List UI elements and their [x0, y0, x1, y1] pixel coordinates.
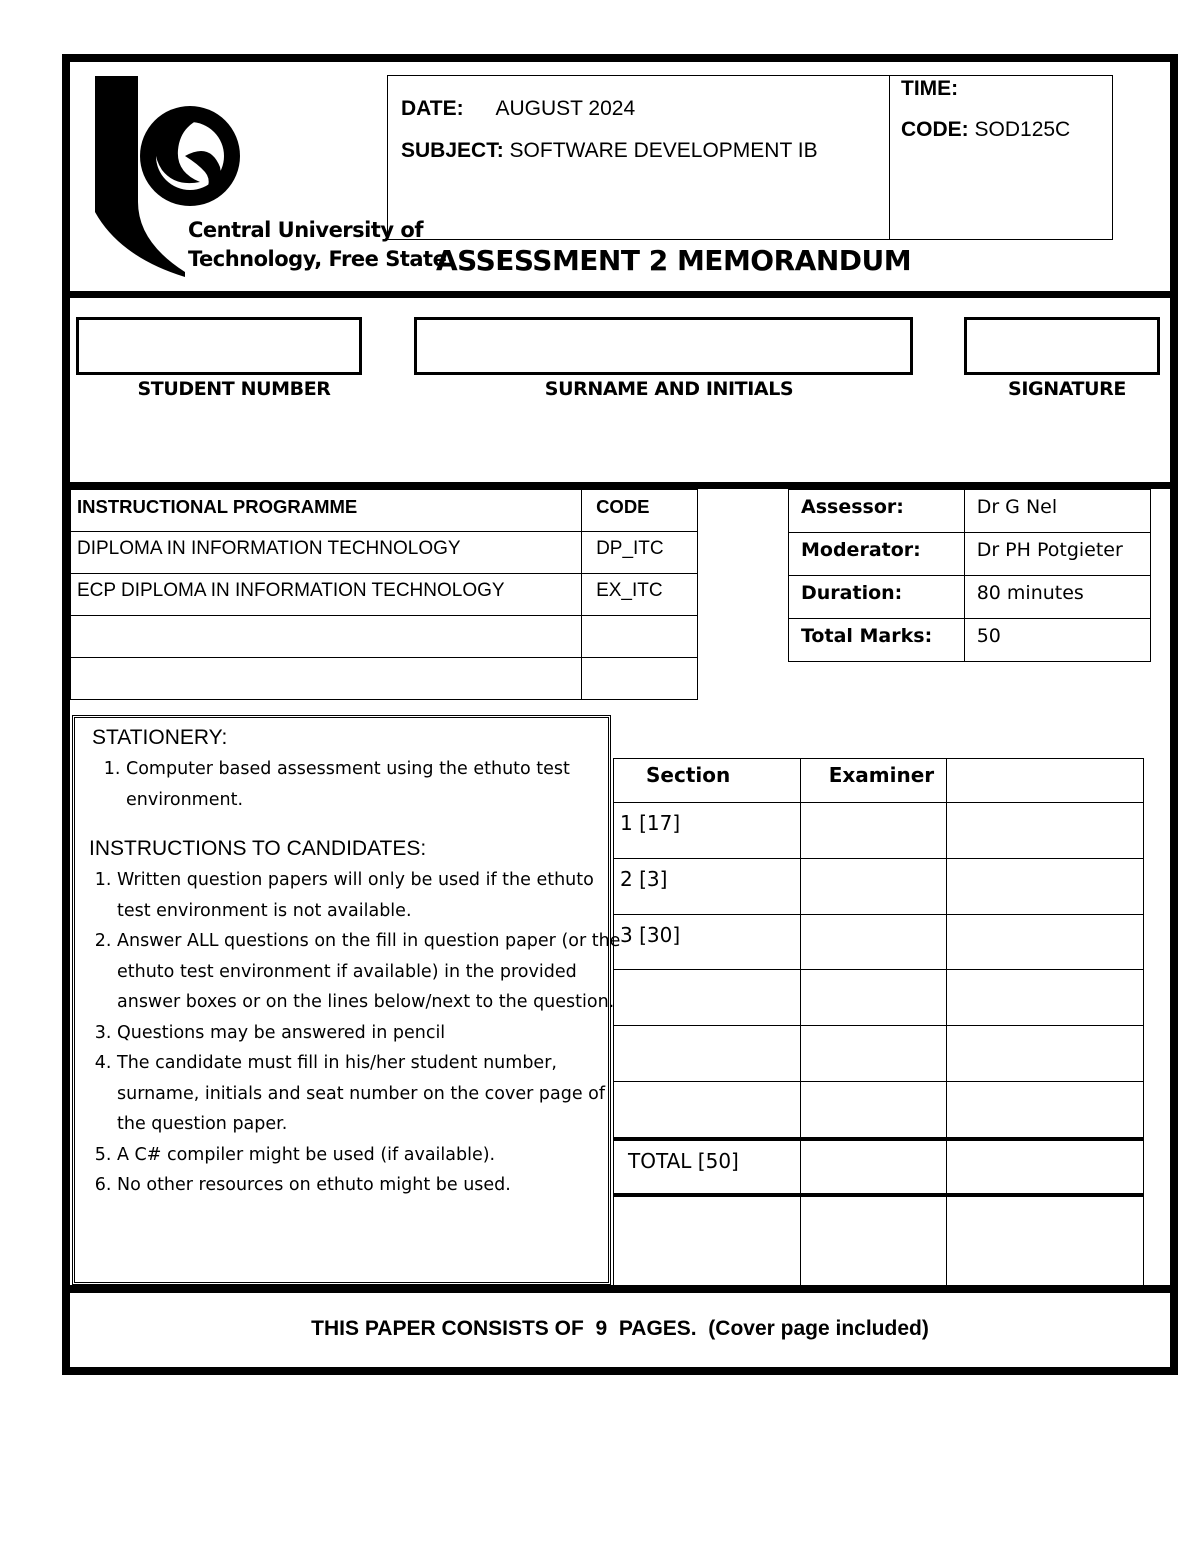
table-row: [71, 490, 698, 532]
code-line: [901, 118, 1070, 142]
section-cell: [614, 1082, 801, 1139]
student-number-field[interactable]: [76, 317, 362, 375]
examiner-cell: [800, 915, 946, 970]
table-row: [789, 490, 1151, 533]
table-row: [614, 1139, 1144, 1195]
table-row: [614, 803, 1144, 859]
list-item: 2. Answer ALL questions on the fill in question paper (or the ethuto test environment if available) in the provided answer boxes or on the lines below/next to the question.: [117, 926, 627, 1018]
total-marks-label: Total Marks:: [789, 619, 965, 662]
programme-code: EX_ITC: [582, 574, 698, 616]
extra-header: [946, 759, 1143, 803]
programme-code: [582, 616, 698, 658]
table-row: [614, 915, 1144, 970]
programme-code: DP_ITC: [582, 532, 698, 574]
programme-code: [582, 658, 698, 700]
total-cell: TOTAL [50]: [614, 1139, 801, 1195]
table-row: [614, 1026, 1144, 1082]
instructions-list: [86, 865, 627, 1201]
table-row: [71, 574, 698, 616]
table-row: [71, 658, 698, 700]
table-row: [71, 616, 698, 658]
table-row: [789, 576, 1151, 619]
date-label: DATE:: [401, 97, 464, 120]
section-cell: [614, 1195, 801, 1286]
date-value: AUGUST 2024: [495, 97, 636, 120]
assessor-value: Dr G Nel: [964, 490, 1150, 533]
assessor-label: Assessor:: [789, 490, 965, 533]
examiner-cell: [800, 1082, 946, 1139]
logo-text-line2: Technology, Free State: [188, 247, 447, 271]
examiner-header: Examiner: [800, 759, 946, 803]
section-cell: [614, 970, 801, 1026]
time-label: TIME:: [901, 77, 959, 100]
extra-cell: [946, 1195, 1143, 1286]
separator-candidate: [62, 482, 1178, 489]
surname-initials-label: SURNAME AND INITIALS: [544, 378, 794, 400]
student-number-label: STUDENT NUMBER: [137, 378, 331, 400]
moderator-label: Moderator:: [789, 533, 965, 576]
section-cell: 1 [17]: [614, 803, 801, 859]
duration-value: 80 minutes: [964, 576, 1150, 619]
extra-cell: [946, 859, 1143, 915]
logo-text-line1: Central University of: [188, 218, 423, 242]
subject-line: [401, 139, 818, 163]
section-cell: 3 [30]: [614, 915, 801, 970]
programme-name: [71, 616, 582, 658]
table-row: [789, 533, 1151, 576]
assessment-table: [788, 489, 1151, 662]
date-line: [401, 97, 635, 121]
extra-cell: [946, 1082, 1143, 1139]
table-row: [614, 1195, 1144, 1286]
examiner-cell: [800, 1195, 946, 1286]
stationery-list: [86, 754, 622, 815]
section-cell: 2 [3]: [614, 859, 801, 915]
examiner-cell: [800, 1139, 946, 1195]
table-row: [614, 759, 1144, 803]
page-title: ASSESSMENT 2 MEMORANDUM: [436, 244, 912, 277]
separator-footer: [62, 1285, 1178, 1293]
extra-cell: [946, 803, 1143, 859]
table-row: [614, 970, 1144, 1026]
programme-name: [71, 658, 582, 700]
subject-value: SOFTWARE DEVELOPMENT IB: [509, 139, 818, 162]
section-header: Section: [614, 759, 801, 803]
list-item: 4. The candidate must fill in his/her student number, surname, initials and seat number on the cover page of the question paper.: [117, 1048, 627, 1140]
extra-cell: [946, 915, 1143, 970]
programme-code-header: CODE: [582, 490, 698, 532]
signature-field[interactable]: [964, 317, 1160, 375]
section-cell: [614, 1026, 801, 1082]
surname-initials-field[interactable]: [414, 317, 913, 375]
code-value: SOD125C: [974, 118, 1071, 141]
examiner-cell: [800, 859, 946, 915]
extra-cell: [946, 1139, 1143, 1195]
examiner-cell: [800, 1026, 946, 1082]
instructions-heading: INSTRUCTIONS TO CANDIDATES:: [89, 837, 427, 860]
page-count-note: THIS PAPER CONSISTS OF 9 PAGES. (Cover page included): [311, 1317, 929, 1340]
extra-cell: [946, 970, 1143, 1026]
programme-name: DIPLOMA IN INFORMATION TECHNOLOGY: [71, 532, 582, 574]
extra-cell: [946, 1026, 1143, 1082]
stationery-heading: STATIONERY:: [92, 726, 228, 749]
examiner-cell: [800, 970, 946, 1026]
programme-table: [70, 489, 698, 700]
separator-header: [62, 291, 1178, 298]
table-row: [614, 1082, 1144, 1139]
table-row: [71, 532, 698, 574]
list-item: 1. Computer based assessment using the ethuto test environment.: [126, 754, 622, 815]
moderator-value: Dr PH Potgieter: [964, 533, 1150, 576]
list-item: 1. Written question papers will only be used if the ethuto test environment is not available.: [117, 865, 627, 926]
list-item: 3. Questions may be answered in pencil: [117, 1018, 627, 1049]
table-row: [789, 619, 1151, 662]
programme-name: ECP DIPLOMA IN INFORMATION TECHNOLOGY: [71, 574, 582, 616]
list-item: 6. No other resources on ethuto might be used.: [117, 1170, 627, 1201]
list-item: 5. A C# compiler might be used (if available).: [117, 1140, 627, 1171]
examiner-cell: [800, 803, 946, 859]
duration-label: Duration:: [789, 576, 965, 619]
subject-label: SUBJECT:: [401, 139, 504, 162]
programme-header: INSTRUCTIONAL PROGRAMME: [71, 490, 582, 532]
signature-label: SIGNATURE: [1008, 378, 1126, 400]
marks-table: [613, 758, 1144, 1286]
total-marks-value: 50: [964, 619, 1150, 662]
code-label: CODE:: [901, 118, 969, 141]
table-row: [614, 859, 1144, 915]
